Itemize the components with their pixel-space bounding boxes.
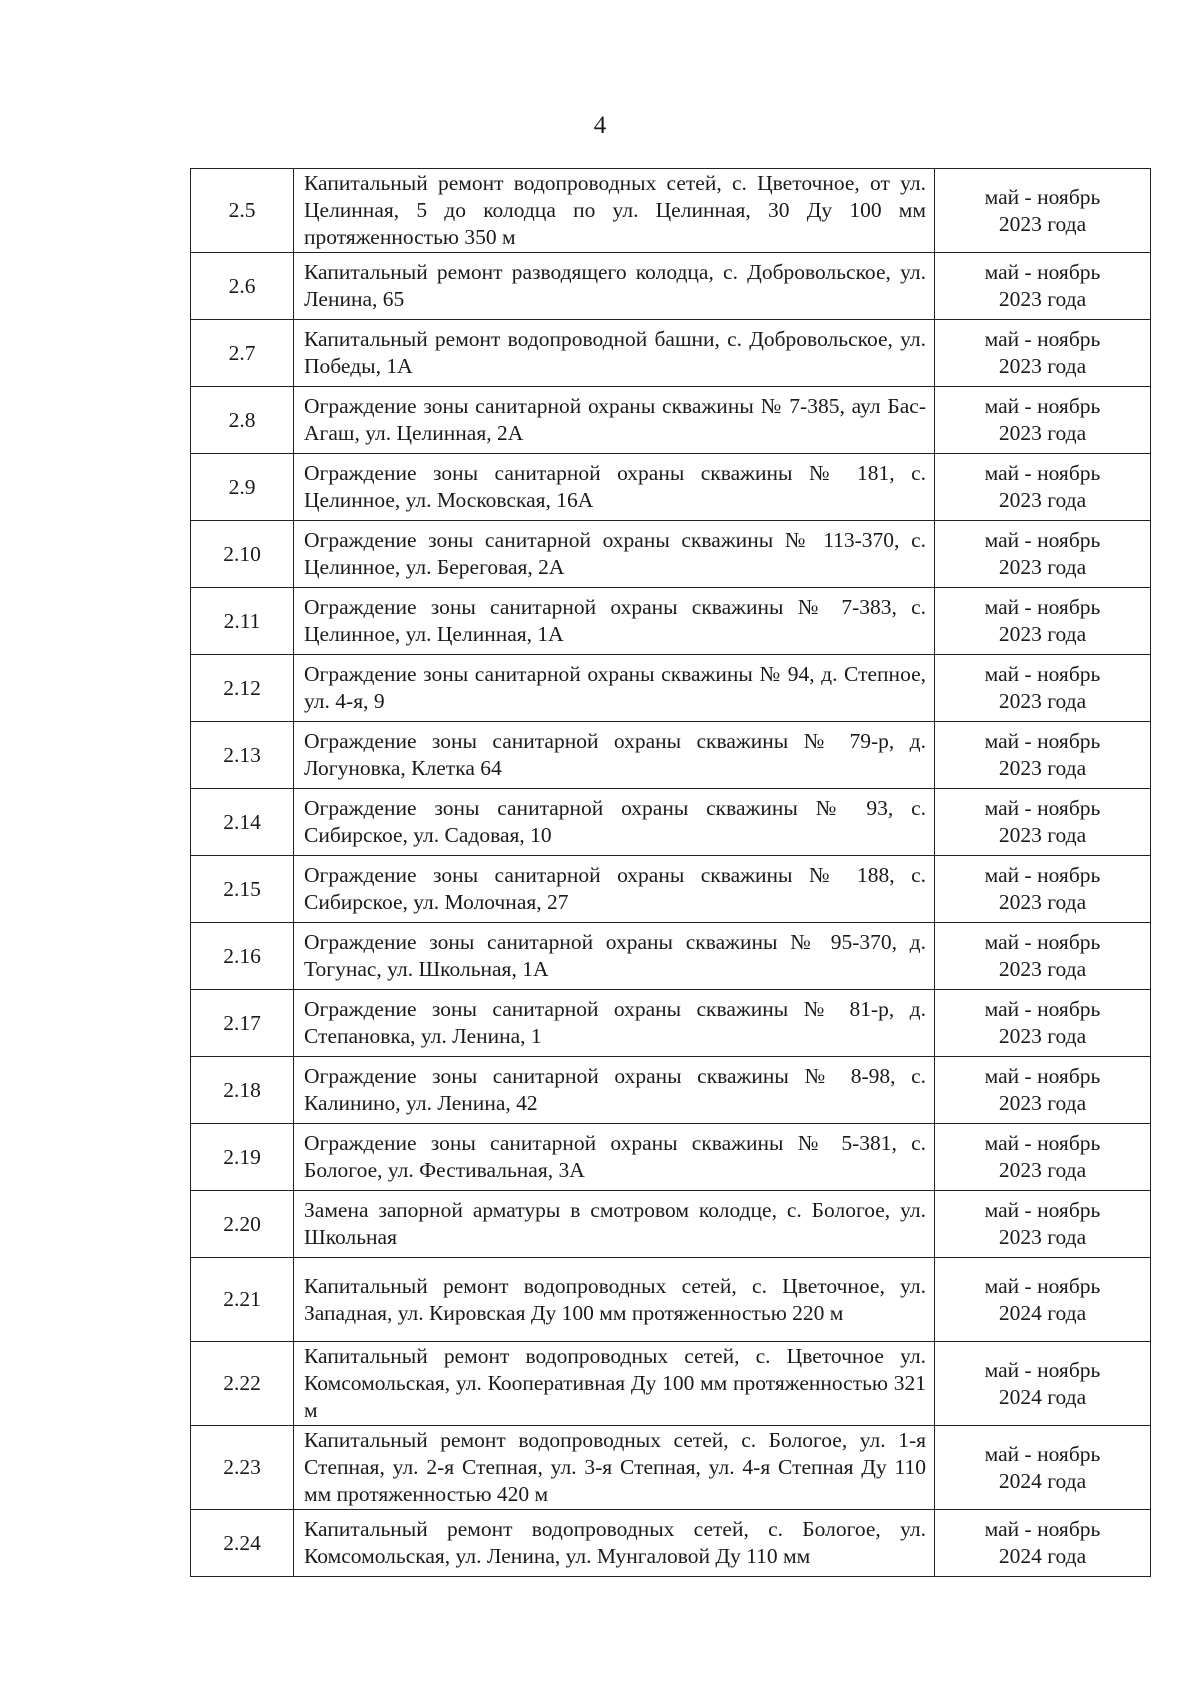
period-year: 2023 года: [998, 354, 1087, 378]
table-row: [191, 990, 1151, 1057]
work-description: Капитальный ремонт водопроводных сетей, с. Бологое, ул. Комсомольская, ул. Ленина, ул. Мунгаловой Ду 110 мм: [294, 1510, 935, 1577]
period-year: 2023 года: [998, 890, 1087, 914]
work-description: Ограждение зоны санитарной охраны скважины № 7-385, аул Бас-Агаш, ул. Целинная, 2А: [294, 387, 935, 454]
work-period: [935, 789, 1151, 856]
row-number: 2.7: [191, 320, 294, 387]
works-table: [190, 168, 1151, 1577]
period-months: май - ноябрь: [984, 1517, 1101, 1541]
period-months: май - ноябрь: [984, 394, 1101, 418]
period-year: 2024 года: [998, 1468, 1087, 1493]
row-number: 2.20: [191, 1191, 294, 1258]
table-row: [191, 387, 1151, 454]
period-year: 2023 года: [998, 287, 1087, 311]
work-description: Ограждение зоны санитарной охраны скважины № 94, д. Степное, ул. 4-я, 9: [294, 655, 935, 722]
row-number: 2.10: [191, 521, 294, 588]
period-months: май - ноябрь: [984, 1273, 1101, 1298]
table-body: [191, 169, 1151, 1577]
period-months: май - ноябрь: [984, 260, 1101, 284]
work-period: [935, 1124, 1151, 1191]
work-description: Капитальный ремонт водопроводных сетей, с. Цветочное, ул. Западная, ул. Кировская Ду 100 мм протяженностью 220 м: [294, 1258, 935, 1342]
work-description: Капитальный ремонт разводящего колодца, с. Добровольское, ул. Ленина, 65: [294, 253, 935, 320]
period-year: 2023 года: [998, 756, 1087, 780]
work-period: [935, 169, 1151, 253]
period-months: май - ноябрь: [984, 997, 1101, 1021]
period-months: май - ноябрь: [984, 595, 1101, 619]
work-description: Капитальный ремонт водопроводной башни, с. Добровольское, ул. Победы, 1А: [294, 320, 935, 387]
table-row: [191, 856, 1151, 923]
row-number: 2.14: [191, 789, 294, 856]
work-description: Ограждение зоны санитарной охраны скважины № 95-370, д. Тогунас, ул. Школьная, 1А: [294, 923, 935, 990]
work-period: [935, 588, 1151, 655]
work-description: Ограждение зоны санитарной охраны скважины № 93, с. Сибирское, ул. Садовая, 10: [294, 789, 935, 856]
table-row: [191, 1057, 1151, 1124]
table-row: [191, 1342, 1151, 1426]
table-row: [191, 1426, 1151, 1510]
row-number: 2.15: [191, 856, 294, 923]
period-months: май - ноябрь: [984, 1198, 1101, 1222]
work-description: Ограждение зоны санитарной охраны скважины № 181, с. Целинное, ул. Московская, 16А: [294, 454, 935, 521]
work-period: [935, 856, 1151, 923]
work-description: Капитальный ремонт водопроводных сетей, с. Цветочное, от ул. Целинная, 5 до колодца по ул. Целинная, 30 Ду 100 мм протяженностью 350 м: [294, 169, 935, 253]
row-number: 2.13: [191, 722, 294, 789]
period-year: 2023 года: [998, 957, 1087, 981]
period-months: май - ноябрь: [984, 863, 1101, 887]
period-year: 2024 года: [998, 1300, 1087, 1325]
work-description: Ограждение зоны санитарной охраны скважины № 8-98, с. Калинино, ул. Ленина, 42: [294, 1057, 935, 1124]
work-period: [935, 1057, 1151, 1124]
period-year: 2023 года: [998, 488, 1087, 512]
row-number: 2.8: [191, 387, 294, 454]
work-period: [935, 1426, 1151, 1510]
period-months: май - ноябрь: [984, 461, 1101, 485]
period-year: 2023 года: [998, 1024, 1087, 1048]
period-year: 2023 года: [998, 622, 1087, 646]
work-period: [935, 1258, 1151, 1342]
work-period: [935, 923, 1151, 990]
row-number: 2.21: [191, 1258, 294, 1342]
work-period: [935, 1342, 1151, 1426]
row-number: 2.12: [191, 655, 294, 722]
table-row: [191, 789, 1151, 856]
row-number: 2.9: [191, 454, 294, 521]
table-row: [191, 253, 1151, 320]
period-year: 2023 года: [998, 1091, 1087, 1115]
period-months: май - ноябрь: [984, 796, 1101, 820]
work-description: Капитальный ремонт водопроводных сетей, с. Бологое, ул. 1-я Степная, ул. 2-я Степная, ул. 3-я Степная, ул. 4-я Степная Ду 110 мм протяженностью 420 м: [294, 1426, 935, 1510]
work-description: Ограждение зоны санитарной охраны скважины № 188, с. Сибирское, ул. Молочная, 27: [294, 856, 935, 923]
period-year: 2024 года: [998, 1384, 1087, 1409]
period-year: 2024 года: [998, 1544, 1087, 1568]
period-year: 2023 года: [998, 1225, 1087, 1249]
table-row: [191, 722, 1151, 789]
row-number: 2.16: [191, 923, 294, 990]
work-description: Ограждение зоны санитарной охраны скважины № 5-381, с. Бологое, ул. Фестивальная, 3А: [294, 1124, 935, 1191]
period-months: май - ноябрь: [984, 1357, 1101, 1382]
row-number: 2.22: [191, 1342, 294, 1426]
work-period: [935, 387, 1151, 454]
work-period: [935, 320, 1151, 387]
period-year: 2023 года: [998, 555, 1087, 579]
table-row: [191, 1510, 1151, 1577]
work-description: Ограждение зоны санитарной охраны скважины № 81-р, д. Степановка, ул. Ленина, 1: [294, 990, 935, 1057]
table-row: [191, 320, 1151, 387]
row-number: 2.23: [191, 1426, 294, 1510]
row-number: 2.5: [191, 169, 294, 253]
period-months: май - ноябрь: [984, 327, 1101, 351]
row-number: 2.24: [191, 1510, 294, 1577]
work-period: [935, 1191, 1151, 1258]
period-year: 2023 года: [998, 823, 1087, 847]
work-period: [935, 521, 1151, 588]
period-year: 2023 года: [998, 689, 1087, 713]
period-months: май - ноябрь: [984, 528, 1101, 552]
table-row: [191, 521, 1151, 588]
work-period: [935, 253, 1151, 320]
row-number: 2.18: [191, 1057, 294, 1124]
work-description: Ограждение зоны санитарной охраны скважины № 7-383, с. Целинное, ул. Целинная, 1А: [294, 588, 935, 655]
work-period: [935, 1510, 1151, 1577]
period-months: май - ноябрь: [984, 930, 1101, 954]
period-months: май - ноябрь: [984, 1064, 1101, 1088]
work-period: [935, 454, 1151, 521]
row-number: 2.17: [191, 990, 294, 1057]
work-period: [935, 722, 1151, 789]
period-months: май - ноябрь: [984, 1131, 1101, 1155]
period-months: май - ноябрь: [984, 729, 1101, 753]
row-number: 2.6: [191, 253, 294, 320]
work-description: Капитальный ремонт водопроводных сетей, с. Цветочное ул. Комсомольская, ул. Кооперативная Ду 100 мм протяженностью 321 м: [294, 1342, 935, 1426]
table-row: [191, 655, 1151, 722]
table-row: [191, 588, 1151, 655]
work-period: [935, 655, 1151, 722]
period-year: 2023 года: [998, 211, 1087, 236]
page-number: 4: [593, 112, 607, 139]
period-year: 2023 года: [998, 421, 1087, 445]
table-row: [191, 1191, 1151, 1258]
work-description: Ограждение зоны санитарной охраны скважины № 79-р, д. Логуновка, Клетка 64: [294, 722, 935, 789]
work-period: [935, 990, 1151, 1057]
period-months: май - ноябрь: [984, 662, 1101, 686]
table-row: [191, 1124, 1151, 1191]
table-row: [191, 169, 1151, 253]
row-number: 2.19: [191, 1124, 294, 1191]
row-number: 2.11: [191, 588, 294, 655]
work-description: Ограждение зоны санитарной охраны скважины № 113-370, с. Целинное, ул. Береговая, 2А: [294, 521, 935, 588]
work-description: Замена запорной арматуры в смотровом колодце, с. Бологое, ул. Школьная: [294, 1191, 935, 1258]
period-months: май - ноябрь: [984, 1441, 1101, 1466]
period-year: 2023 года: [998, 1158, 1087, 1182]
table-row: [191, 923, 1151, 990]
table-row: [191, 454, 1151, 521]
table-row: [191, 1258, 1151, 1342]
period-months: май - ноябрь: [984, 184, 1101, 209]
